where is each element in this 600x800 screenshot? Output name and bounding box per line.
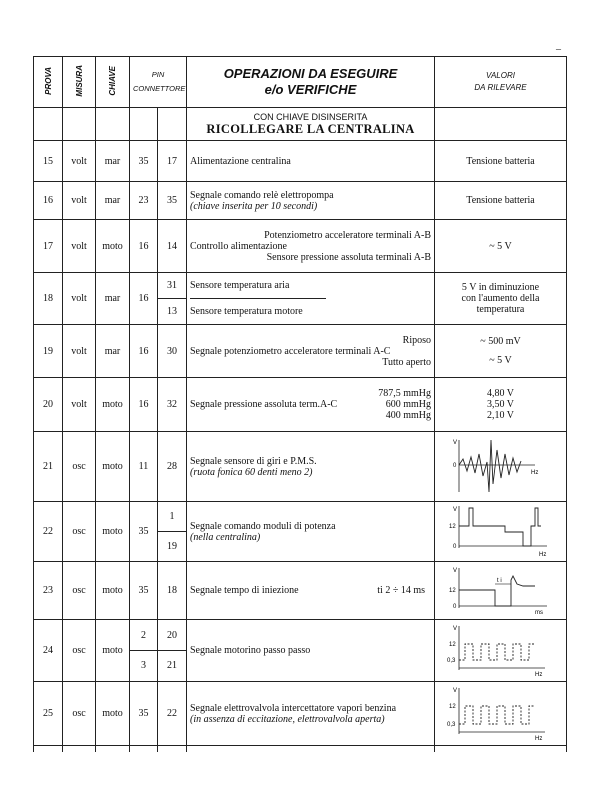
operation-cell: Segnale pressione assoluta term.A-C 787,5 mmHg 600 mmHg 400 mmHg [187,378,435,432]
test-table [33,56,567,752]
rpm-signal-graph [435,432,567,498]
svg-text:12: 12 [449,704,456,710]
waveform-injection [435,562,567,620]
pin-split-cell: 31 13 [158,273,187,325]
svg-text:ms: ms [535,610,543,616]
header-misura: MISURA [63,57,96,108]
operation-cell: Riposo Segnale potenziometro acceleratore terminali A-C Tutto aperto [187,325,435,378]
table-row: 18 volt mar 16 31 13 Sensore temperatura aria Sensore temperatura motore 5 V in diminuzione con l'aumento della temperatura [34,273,567,325]
operation-cell: Potenziometro acceleratore terminali A-B Controllo alimentazione Sensore pressione assoluta terminali A-B [187,220,435,273]
svg-text:Hz: Hz [535,672,543,678]
svg-text:0: 0 [453,604,457,610]
svg-text:Hz: Hz [539,552,547,558]
svg-text:0,3: 0,3 [447,658,456,664]
svg-text:t i: t i [497,578,502,584]
svg-text:V: V [453,440,458,446]
header-row [34,57,567,108]
table-row: 19 volt mar 16 30 Riposo Segnale potenziometro acceleratore terminali A-C Tutto aperto ~ 500 mV ~ 5 V [34,325,567,378]
table-row: 24 osc moto 2 3 20 21 Segnale motorino passo passo V 12 0,3 Hz [34,620,567,682]
header-operazioni: OPERAZIONI DA ESEGUIRE e/o VERIFICHE [187,57,435,108]
svg-text:12: 12 [449,588,456,594]
header-valori: VALORI DA RILEVARE [435,57,567,108]
svg-text:0,3: 0,3 [447,722,456,728]
section-row [34,108,567,141]
operation-cell: Segnale comando moduli di potenza (nella centralina) [187,502,435,562]
svg-text:12: 12 [449,642,456,648]
pin-split-cell: 2 3 [130,620,158,682]
table-row: 23 osc moto 35 18 Segnale tempo di iniezione ti 2 ÷ 14 ms V 12 0 t i ms [34,562,567,620]
operation-cell: Segnale tempo di iniezione ti 2 ÷ 14 ms [187,562,435,620]
operation-cell: Segnale comando relè elettropompa (chiave inserita per 10 secondi) [187,182,435,220]
svg-text:V: V [453,688,458,694]
table-row: 15 volt mar 35 17 Alimentazione centralina Tensione batteria [34,141,567,182]
corner-mark: – [556,44,561,55]
table-row: 21 osc moto 11 28 Segnale sensore di giri e P.M.S. (ruota fonica 60 denti meno 2) V 0 Hz [34,432,567,502]
waveform-vapor-valve [435,682,567,746]
operation-cell: Segnale elettrovalvola intercettatore vapori benzina (in assenza di eccitazione, elettrovalvola aperta) [187,682,435,746]
table-row: 22 osc moto 35 1 19 Segnale comando moduli di potenza (nella centralina) V 12 0 Hz [34,502,567,562]
waveform-stepper [435,620,567,682]
operation-cell: Segnale sensore di giri e P.M.S. (ruota fonica 60 denti meno 2) [187,432,435,502]
table-row-continuation [34,746,567,752]
header-pin: PIN CONNETTORE [130,57,187,108]
svg-text:Hz: Hz [531,470,539,476]
svg-text:V: V [453,507,458,513]
value-cell: 4,80 V 3,50 V 2,10 V [435,378,567,432]
table-row: 17 volt moto 16 14 Potenziometro acceleratore terminali A-B Controllo alimentazione Sensore pressione assoluta terminali A-B ~ 5 V [34,220,567,273]
vapor-valve-graph [435,682,567,742]
header-chiave: CHIAVE [96,57,130,108]
waveform-rpm [435,432,567,502]
table-row: 16 volt mar 23 35 Segnale comando relè elettropompa (chiave inserita per 10 secondi) Tensione batteria [34,182,567,220]
value-cell: 5 V in diminuzione con l'aumento della temperatura [435,273,567,325]
table-row: 25 osc moto 35 22 Segnale elettrovalvola intercettatore vapori benzina (in assenza di eccitazione, elettrovalvola aperta) V 12 0,3 Hz [34,682,567,746]
svg-text:0: 0 [453,544,457,550]
operation-cell: Sensore temperatura aria Sensore temperatura motore [187,273,435,325]
value-cell: ~ 500 mV ~ 5 V [435,325,567,378]
injection-time-graph [435,562,567,616]
svg-text:V: V [453,626,458,632]
section-title: CON CHIAVE DISINSERITA RICOLLEGARE LA CENTRALINA [187,108,435,141]
pin-split-cell: 20 21 [158,620,187,682]
test-table-sheet [33,56,566,752]
header-prova: PROVA [34,57,63,108]
svg-text:0: 0 [453,463,457,469]
power-module-signal-graph [435,502,567,558]
pin-split-cell: 1 19 [158,502,187,562]
table-row: 20 volt moto 16 32 Segnale pressione assoluta term.A-C 787,5 mmHg 600 mmHg 400 mmHg 4,80 V 3,50 V 2,10 V [34,378,567,432]
stepper-motor-graph [435,620,567,678]
svg-text:V: V [453,568,458,574]
svg-text:Hz: Hz [535,736,543,742]
svg-text:12: 12 [449,524,456,530]
waveform-power-modules [435,502,567,562]
